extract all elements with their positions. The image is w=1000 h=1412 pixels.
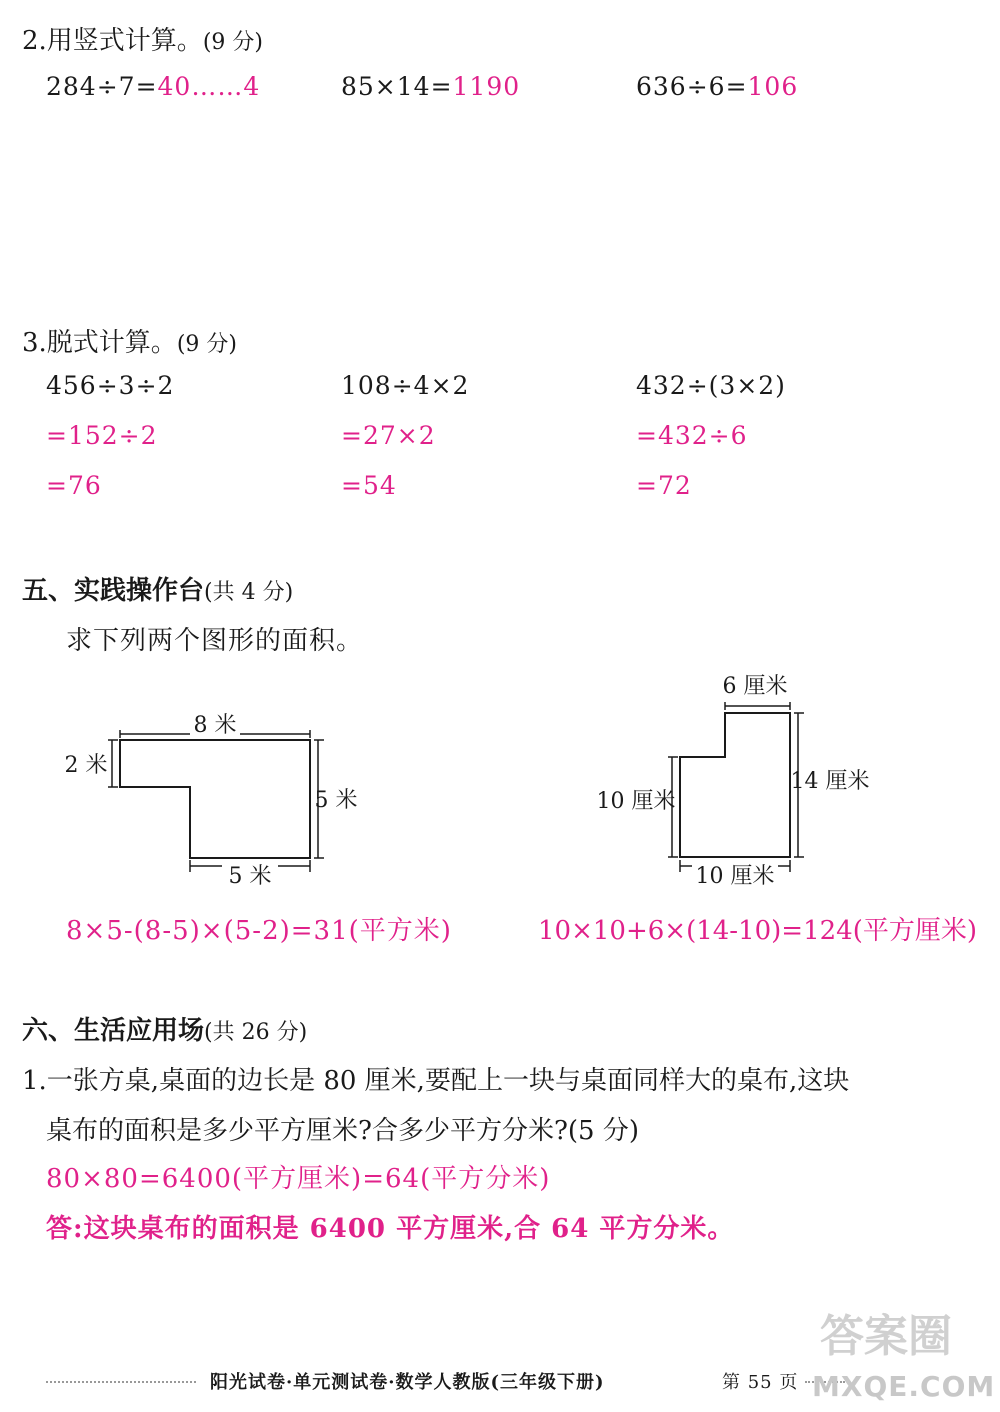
- section5-points: (共 4 分): [204, 580, 294, 605]
- watermark-top: 答案圈: [820, 1311, 952, 1362]
- q2-item-3: [636, 72, 798, 101]
- section6-points: (共 26 分): [204, 1020, 308, 1045]
- section6-title: 六、生活应用场: [22, 1016, 205, 1046]
- fig1-top-label: 8 米: [193, 713, 237, 738]
- q2-points: (9 分): [202, 30, 263, 55]
- q2-answer: 40……4: [157, 72, 261, 101]
- figure-1: [60, 700, 390, 900]
- q3-title: 3.脱式计算。: [22, 328, 177, 358]
- q2-item-2: [341, 72, 520, 101]
- footer-divider-left: [46, 1381, 196, 1383]
- section5-instruction: 求下列两个图形的面积。: [66, 626, 364, 656]
- q2-expr: 85×14=: [341, 72, 453, 101]
- q2-heading: [22, 20, 263, 57]
- q3-expr-3: 432÷(3×2): [636, 371, 786, 400]
- watermark-bottom: MXQE.COM: [812, 1370, 996, 1403]
- q2-expr: 636÷6=: [636, 72, 748, 101]
- figure-2: [580, 668, 900, 898]
- q3-step2-1: =76: [46, 471, 102, 500]
- fig2-bottom-label: 10 厘米: [695, 864, 775, 889]
- fig2-answer: 10×10+6×(14-10)=124(平方厘米): [538, 916, 978, 946]
- section5-title: 五、实践操作台: [22, 576, 205, 606]
- fig2-left-label: 10 厘米: [596, 789, 676, 814]
- q2-expr: 284÷7=: [46, 72, 158, 101]
- s6-q1-answer-line1: 80×80=6400(平方厘米)=64(平方分米): [46, 1164, 551, 1194]
- q2-answer: 1190: [452, 72, 521, 101]
- q3-points: (9 分): [176, 332, 237, 357]
- q2-item-1: [46, 72, 260, 101]
- fig2-top-label: 6 厘米: [722, 674, 788, 699]
- q3-step1-1: =152÷2: [46, 421, 158, 450]
- s6-q1-text-line1: 1.一张方桌,桌面的边长是 80 厘米,要配上一块与桌面同样大的桌布,这块: [22, 1066, 850, 1096]
- step-shape: [680, 713, 790, 857]
- s6-q1-answer-line2: 答:这块桌布的面积是 6400 平方厘米,合 64 平方分米。: [46, 1214, 735, 1244]
- footer-page: 第 55 页: [722, 1372, 799, 1393]
- section6-heading: [22, 1010, 307, 1047]
- fig1-answer: 8×5-(8-5)×(5-2)=31(平方米): [66, 916, 452, 946]
- q3-expr-2: 108÷4×2: [341, 371, 470, 400]
- l-shape: [120, 740, 310, 858]
- fig1-left-label: 2 米: [64, 753, 108, 778]
- s6-q1-text-line2: 桌布的面积是多少平方厘米?合多少平方分米?(5 分): [46, 1116, 639, 1146]
- fig1-right-label: 5 米: [314, 788, 358, 813]
- q3-step1-3: =432÷6: [636, 421, 748, 450]
- q3-step2-3: =72: [636, 471, 692, 500]
- q3-step2-2: =54: [341, 471, 397, 500]
- q2-answer: 106: [747, 72, 799, 101]
- q3-heading: [22, 322, 237, 359]
- q2-title: 2.用竖式计算。: [22, 26, 203, 56]
- footer-text: 阳光试卷·单元测试卷·数学人教版(三年级下册): [210, 1372, 605, 1393]
- section5-heading: [22, 570, 293, 607]
- fig2-right-label: 14 厘米: [790, 769, 870, 794]
- q3-step1-2: =27×2: [341, 421, 436, 450]
- q3-expr-1: 456÷3÷2: [46, 371, 175, 400]
- fig1-bottom-label: 5 米: [228, 864, 272, 889]
